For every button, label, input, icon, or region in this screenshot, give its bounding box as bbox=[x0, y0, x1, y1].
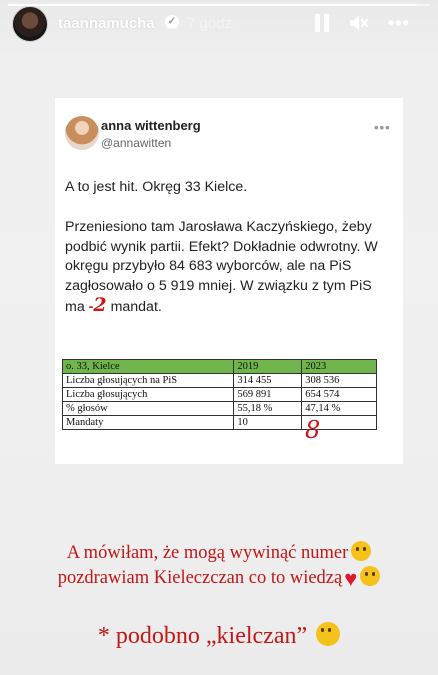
table-cell: Mandaty bbox=[63, 416, 234, 430]
story-header bbox=[0, 0, 438, 48]
tweet-author-name: anna wittenberg bbox=[101, 118, 201, 133]
more-icon[interactable]: ••• bbox=[388, 13, 410, 33]
mute-icon[interactable] bbox=[347, 12, 369, 34]
caption-2-text: pozdrawiam Kieleczczan co to wiedzą bbox=[57, 568, 343, 588]
tongue-wink-emoji bbox=[360, 566, 380, 586]
table-header-row bbox=[63, 360, 377, 374]
tweet-line-1: A to jest hit. Okręg 33 Kielce. bbox=[65, 179, 248, 195]
table-header-cell: 2023 bbox=[302, 360, 377, 374]
handwritten-eight: 8 bbox=[305, 416, 321, 444]
pause-icon[interactable] bbox=[311, 12, 333, 34]
table-row bbox=[63, 416, 377, 430]
table-cell: 314 455 bbox=[234, 374, 302, 388]
tweet-avatar bbox=[65, 116, 99, 150]
table-cell: Liczba głosujących bbox=[63, 388, 234, 402]
tweet-screenshot bbox=[55, 98, 403, 464]
profile-avatar[interactable] bbox=[12, 6, 48, 42]
table-cell: 569 891 bbox=[234, 388, 302, 402]
tweet-paragraph bbox=[65, 218, 395, 318]
table-row bbox=[63, 402, 377, 416]
story-footnote bbox=[0, 622, 438, 650]
table-cell: 308 536 bbox=[302, 374, 377, 388]
heart-emoji: ♥ bbox=[344, 566, 358, 591]
footnote-text: * podobno „kielczan” bbox=[97, 623, 308, 649]
story-time: 7 godz. bbox=[187, 15, 237, 32]
verified-icon: ✓ bbox=[165, 15, 179, 29]
wink-emoji bbox=[351, 541, 371, 561]
thinking-emoji bbox=[316, 622, 340, 646]
table-row bbox=[63, 388, 377, 402]
table-header-cell: o. 33, Kielce bbox=[63, 360, 234, 374]
table-row bbox=[63, 374, 377, 388]
table-cell: 47,14 % bbox=[302, 402, 377, 416]
caption-1-text: A mówiłam, że mogą wywinąć numer bbox=[66, 543, 349, 563]
results-table bbox=[62, 359, 377, 430]
username[interactable]: taannamucha bbox=[58, 15, 155, 32]
table-cell: 10 bbox=[234, 416, 302, 430]
handwritten-minus: - bbox=[88, 299, 94, 315]
story-caption-2 bbox=[0, 566, 438, 591]
tweet-more-icon: ••• bbox=[374, 120, 391, 135]
table-cell: Liczba głosujących na PiS bbox=[63, 374, 234, 388]
table-cell: % głosów bbox=[63, 402, 234, 416]
table-cell: 654 574 bbox=[302, 388, 377, 402]
table-cell: 55,18 % bbox=[234, 402, 302, 416]
tweet-paragraph-end: mandat. bbox=[106, 299, 162, 315]
story-caption-1 bbox=[0, 541, 438, 565]
handwritten-two: 2 bbox=[93, 294, 107, 316]
tweet-author-handle: @annawitten bbox=[101, 136, 172, 150]
tweet-paragraph-text: Przeniesiono tam Jarosława Kaczyńskiego, żeby podbić wynik partii. Efekt? Dokładnie odwrotny. W okręgu przybyło 84 683 wyborców, ale na PiS zagłosowało o 5 919 mniej. W związku z tym PiS ma bbox=[65, 219, 378, 315]
table-header-cell: 2019 bbox=[234, 360, 302, 374]
